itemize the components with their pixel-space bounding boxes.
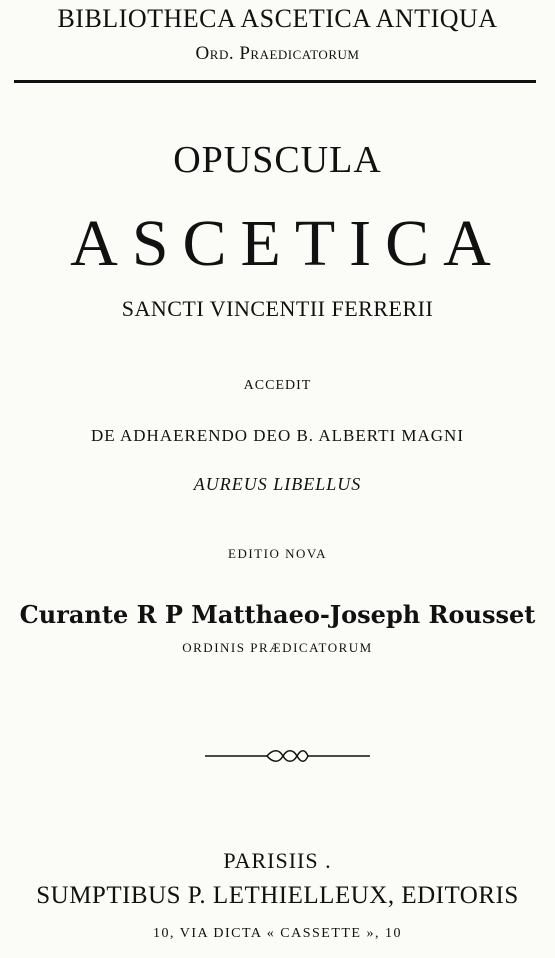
imprint-publisher: SUMPTIBUS P. LETHIELLEUX, EDITORIS xyxy=(36,882,519,909)
ornament-divider-icon xyxy=(205,746,370,766)
header-rule xyxy=(14,80,536,83)
editor-line: Curante R P Matthaeo-Joseph Rousset xyxy=(19,600,536,629)
edition-label: EDITIO NOVA xyxy=(228,546,327,561)
series-title: BIBLIOTHECA ASCETICA ANTIQUA xyxy=(57,4,498,33)
additional-work-subtitle: AUREUS LIBELLUS xyxy=(193,474,362,494)
author-line: SANCTI VINCENTII FERRERII xyxy=(121,296,434,321)
imprint-city: PARISIIS . xyxy=(223,848,332,873)
additional-work-title: DE ADHAERENDO DEO B. ALBERTI MAGNI xyxy=(91,426,464,445)
series-order: Ord. Praedicatorum xyxy=(195,43,360,64)
title-line-2: ASCETICA xyxy=(70,207,505,280)
editor-order: ORDINIS PRÆDICATORUM xyxy=(182,640,373,655)
imprint-address: 10, VIA DICTA « CASSETTE », 10 xyxy=(153,926,402,941)
accedit-label: ACCEDIT xyxy=(243,378,312,393)
title-line-1: OPUSCULA xyxy=(173,139,382,181)
